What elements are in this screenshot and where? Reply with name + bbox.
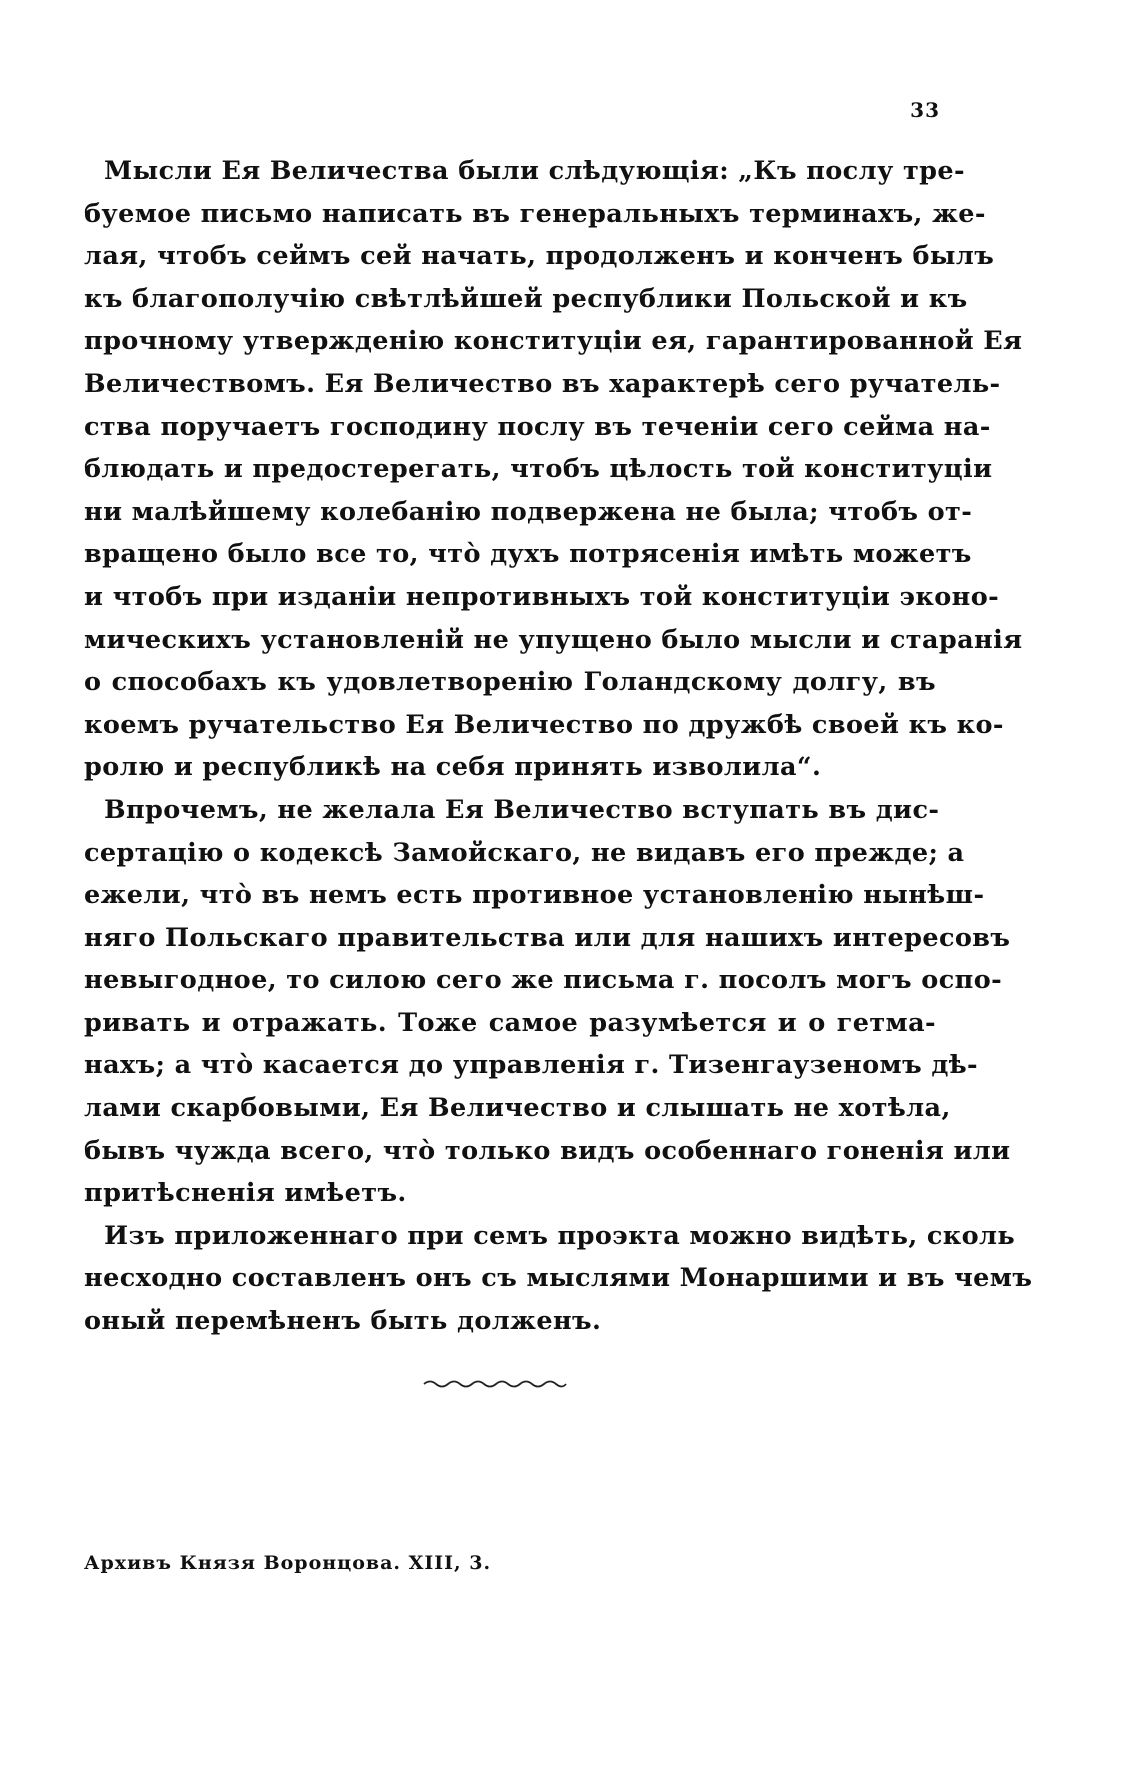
text-line: ежели, что̀ въ немъ есть противное установленію нынѣш- [84,880,985,911]
text-line: ства поручаетъ господину послу въ теченіи сего сейма на- [84,411,991,442]
text-line: и чтобъ при изданіи непротивныхъ той конституціи эконо- [84,581,1000,612]
text-line: о способахъ къ удовлетворенію Голандскому долгу, въ [84,667,936,698]
text-line: вращено было все то, что̀ духъ потрясенія имѣть можетъ [84,539,972,570]
text-line: буемое письмо написать въ генеральныхъ терминахъ, же- [84,198,986,229]
text-line: прочному утвержденію конституціи ея, гарантированной Ея [84,326,1023,357]
text-line: лая, чтобъ сеймъ сей начать, продолженъ и конченъ былъ [84,241,995,272]
text-line: Мысли Ея Величества были слѣдующія: „Къ послу тре- [104,156,966,186]
text-line: Изъ приложеннаго при семъ проэкта можно видѣть, сколь [104,1220,1016,1251]
text-line: къ благополучію свѣтлѣйшей республики Польской и къ [84,283,968,314]
text-line: невыгодное, то силою сего же письма г. посолъ могъ оспо- [84,965,1003,996]
text-line: Величествомъ. Ея Величество въ характерѣ сего ручатель- [84,368,1001,399]
text-line: коемъ ручательство Ея Величество по дружбѣ своей къ ко- [84,709,1004,740]
text-line: мическихъ установленій не упущено было мысли и старанія [84,624,1023,655]
footer-signature: Архивъ Князя Воронцова. XIII, 3. [84,1552,492,1574]
text-line: ни малѣйшему колебанію подвержена не была; чтобъ от- [84,496,973,527]
text-line: Впрочемъ, не желала Ея Величество вступать въ дис- [104,794,940,825]
text-line: няго Польскаго правительства или для нашихъ интересовъ [84,922,1011,953]
text-line: блюдать и предостерегать, чтобъ цѣлость той конституціи [84,454,993,485]
text-line: нахъ; а что̀ касается до управленія г. Тизенгаузеномъ дѣ- [84,1050,979,1081]
section-divider-ornament [420,1376,570,1392]
text-line: притѣсненія имѣетъ. [84,1178,407,1209]
page-number: 33 [910,98,940,122]
text-line: бывъ чужда всего, что̀ только видъ особеннаго гоненія или [84,1135,1011,1166]
text-line: ривать и отражать. Тоже самое разумѣется и о гетма- [84,1007,936,1038]
text-line: ролю и республикѣ на себя принять изволила“. [84,752,822,783]
text-line: несходно составленъ онъ съ мыслями Монаршими и въ чемъ [84,1263,1033,1294]
text-line: оный перемѣненъ быть долженъ. [84,1306,602,1337]
body-text [84,150,1033,1343]
text-line: лами скарбовыми, Ея Величество и слышать не хотѣла, [84,1093,951,1124]
text-line: сертацію о кодексѣ Замойскаго, не видавъ его прежде; а [84,837,965,868]
